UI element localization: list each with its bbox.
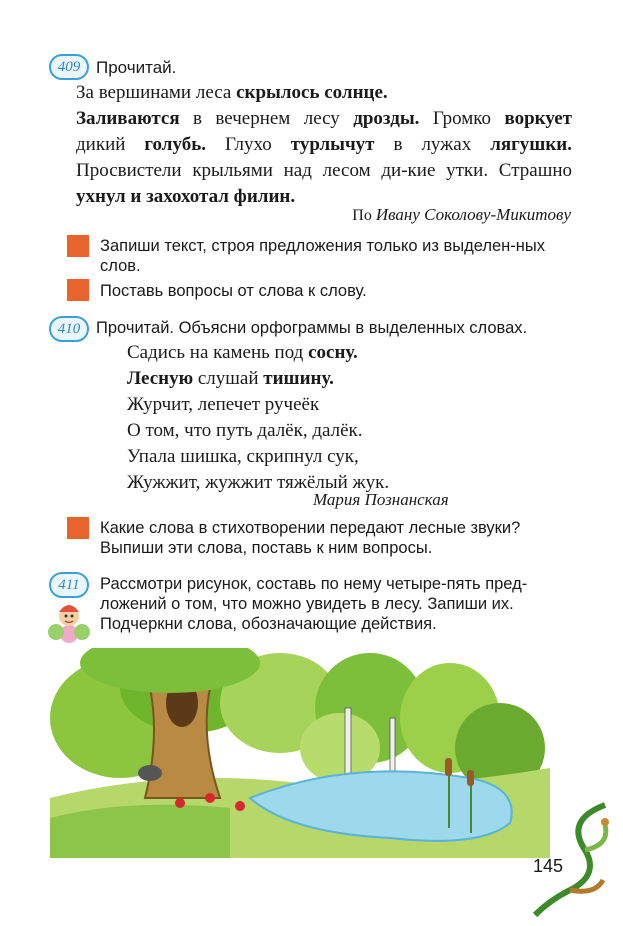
exercise-409-text [76,80,572,106]
ornament-icon [525,800,615,920]
exercise-410-task: Какие слова в стихотворении передают лесные звуки? Выпиши эти слова, поставь к ним вопросы. [100,519,521,557]
exercise-number-411: 411 [49,572,89,598]
page-number: 145 [533,856,564,876]
exercise-410-instruction: Прочитай. Объясни орфограммы в выделенных словах. [96,319,528,337]
exercise-number-409: 409 [49,54,89,80]
gnome-character-icon [44,598,94,644]
text-bold: скрылось солнце. [236,82,388,103]
author-prefix: По [352,207,376,224]
poem-author: Мария Познанская [313,490,449,509]
text-plain: За вершинами леса [76,82,237,103]
exercise-411-text: Рассмотри рисунок, составь по нему четыре-пять пред- ложений о том, что можно увидеть в лесу. Запиши их. Подчеркни слова, обозначающие действия. [100,575,528,633]
text-bold: ухнул и захохотал филин. [76,186,296,207]
poem [127,340,389,496]
text-plain: в лужах [374,134,491,155]
poem-line: Упала шишка, скрипнул сук, [127,446,359,467]
text-plain: в вечернем лесу [179,108,354,129]
poem-line: Жужжит, жужжит тяжёлый жук. [127,472,390,493]
forest-illustration [50,648,550,858]
text-bold: воркует [504,108,573,129]
author-name: Ивану Соколову-Микитову [375,205,571,224]
exercise-409-task-2: Поставь вопросы от слова к слову. [100,282,367,300]
text-bold: дрозды. [353,108,420,129]
text-bold: турлычут [290,134,375,155]
poem-line: Садись на камень под сосну. [127,342,358,363]
task-square-icon [67,235,89,257]
text-plain: Громко [419,108,505,129]
poem-line: Журчит, лепечет ручеёк [127,394,320,415]
text-plain: Просвистели крыльями над лесом ди-кие утки. Страшно [76,160,572,181]
text-bold: лягушки. [490,134,572,155]
poem-line: О том, что путь далёк, далёк. [127,420,363,441]
text-plain: дикий [76,134,145,155]
exercise-409-instruction: Прочитай. [96,58,177,77]
text-bold: Заливаются [76,108,180,129]
exercise-number-410: 410 [49,316,89,342]
exercise-409-task-1: Запиши текст, строя предложения только из выделен-ных слов. [100,237,545,275]
poem-line: Лесную слушай тишину. [127,368,334,389]
text-plain: Глухо [206,134,291,155]
exercise-409-paragraph-2 [76,106,572,210]
task-square-icon [67,517,89,539]
task-square-icon [67,279,89,301]
text-bold: голубь. [144,134,207,155]
exercise-409-attribution [352,205,571,225]
